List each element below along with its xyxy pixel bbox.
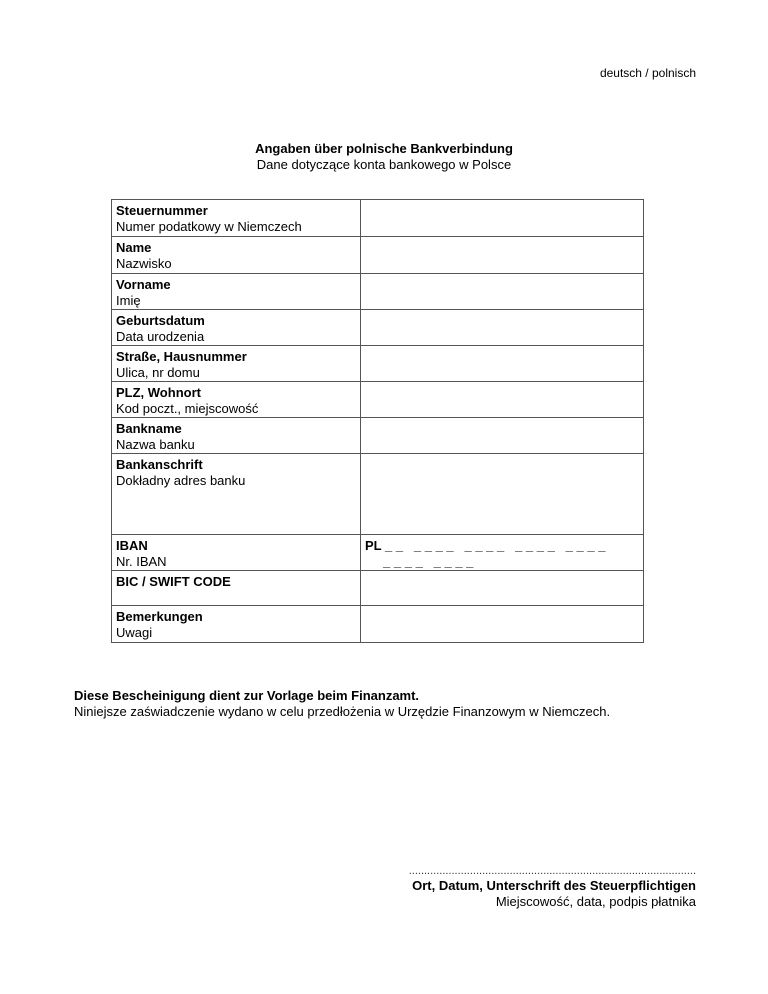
bic-field[interactable]	[361, 571, 644, 606]
form-row-remarks	[112, 606, 644, 643]
note-polish: Niniejsze zaświadczenie wydano w celu przedłożenia w Urzędzie Finanzowym w Niemczech.	[74, 704, 611, 719]
label-german: Vorname	[116, 277, 171, 292]
field-label	[112, 274, 361, 310]
document-header	[0, 141, 768, 173]
field-label	[112, 382, 361, 418]
label-german: Geburtsdatum	[116, 313, 205, 328]
label-polish: Dokładny adres banku	[116, 473, 246, 488]
note-german: Diese Bescheinigung dient zur Vorlage beim Finanzamt.	[74, 688, 420, 703]
certificate-note	[74, 688, 610, 720]
bank-details-form	[111, 199, 644, 643]
form-row-first-name	[112, 274, 644, 310]
birth-date-field[interactable]	[361, 310, 644, 346]
label-polish: Nazwisko	[116, 256, 172, 271]
form-row-tax-number	[112, 200, 644, 237]
label-polish: Nr. IBAN	[116, 554, 167, 569]
label-polish: Imię	[116, 293, 141, 308]
label-polish: Numer podatkowy w Niemczech	[116, 219, 302, 234]
field-label	[112, 571, 361, 606]
label-german: Bankanschrift	[116, 457, 203, 472]
form-row-bank-address	[112, 454, 644, 535]
first-name-field[interactable]	[361, 274, 644, 310]
label-polish: Nazwa banku	[116, 437, 195, 452]
bank-address-field[interactable]	[361, 454, 644, 535]
form-row-postal-city	[112, 382, 644, 418]
field-label	[112, 535, 361, 571]
label-polish: Kod poczt., miejscowość	[116, 401, 259, 416]
label-german: IBAN	[116, 538, 148, 553]
title-polish: Dane dotyczące konta bankowego w Polsce	[256, 157, 512, 172]
label-german: Straße, Hausnummer	[116, 349, 247, 364]
form-row-bank-name	[112, 418, 644, 454]
label-polish: Ulica, nr domu	[116, 365, 200, 380]
name-field[interactable]	[361, 237, 644, 274]
label-german: BIC / SWIFT CODE	[116, 574, 231, 589]
field-label	[112, 454, 361, 535]
label-german: Steuernummer	[116, 203, 208, 218]
form-row-birth-date	[112, 310, 644, 346]
label-german: PLZ, Wohnort	[116, 385, 201, 400]
form-row-street	[112, 346, 644, 382]
iban-field[interactable]	[361, 535, 644, 571]
iban-template-line2: _ _ _ _ _ _ _ _	[365, 554, 474, 569]
label-german: Bankname	[116, 421, 182, 436]
field-label	[112, 606, 361, 643]
label-polish: Data urodzenia	[116, 329, 205, 344]
field-label	[112, 418, 361, 454]
label-polish: Uwagi	[116, 625, 153, 640]
field-label	[112, 237, 361, 274]
signature-block	[409, 864, 696, 910]
postal-city-field[interactable]	[361, 382, 644, 418]
form-row-iban	[112, 535, 644, 571]
label-german: Name	[116, 240, 152, 255]
tax-number-field[interactable]	[361, 200, 644, 237]
remarks-field[interactable]	[361, 606, 644, 643]
form-row-name	[112, 237, 644, 274]
label-german: Bemerkungen	[116, 609, 203, 624]
signature-line[interactable]: ..............................................................................................	[408, 865, 696, 877]
field-label	[112, 310, 361, 346]
street-field[interactable]	[361, 346, 644, 382]
bank-name-field[interactable]	[361, 418, 644, 454]
language-label: deutsch / polnisch	[599, 66, 696, 80]
field-label	[112, 200, 361, 237]
iban-template-line1: PL _ _ _ _ _ _ _ _ _ _ _ _ _ _ _ _ _ _	[365, 538, 606, 553]
signature-label-german: Ort, Datum, Unterschrift des Steuerpflichtigen	[412, 878, 696, 893]
signature-label-polish: Miejscowość, data, podpis płatnika	[495, 894, 696, 909]
title-german: Angaben über polnische Bankverbindung	[255, 141, 513, 156]
form-row-bic	[112, 571, 644, 606]
field-label	[112, 346, 361, 382]
